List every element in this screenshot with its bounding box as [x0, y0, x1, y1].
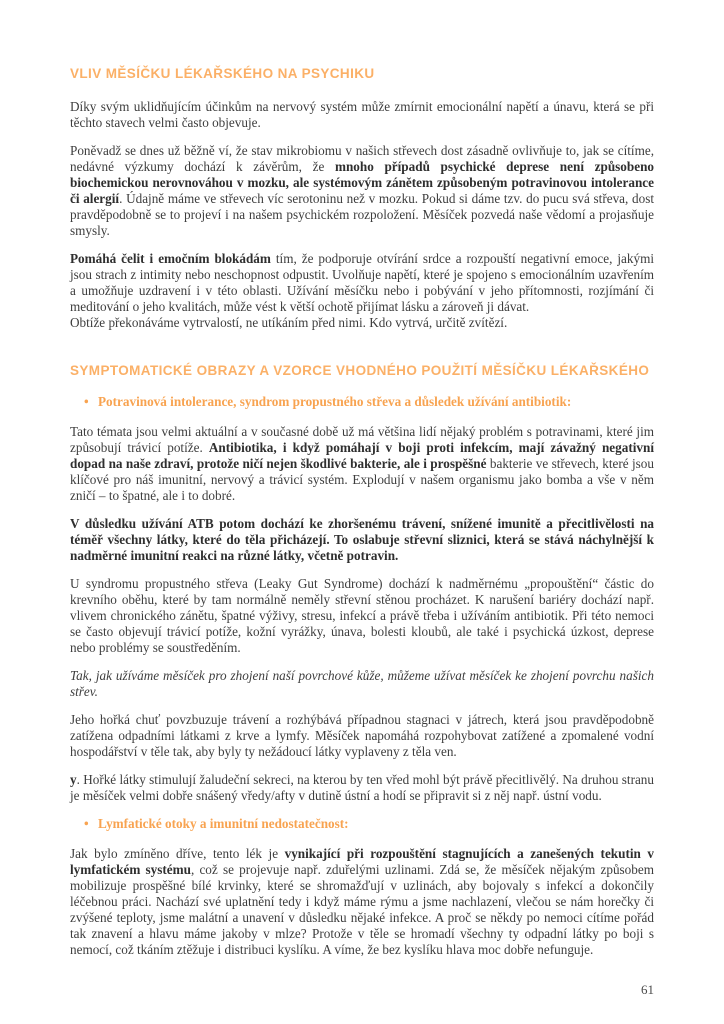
text-run: bakterie ve střevech, které jsou klíčové pro náš imunitní, nervový a trávicí systém. Explodují v našem organismu jako bomba a vše v něm zničí – to špatné, ale i to dobré. [70, 456, 654, 503]
section-heading-psychika: VLIV MĚSÍČKU LÉKAŘSKÉHO NA PSYCHIKU [70, 66, 375, 81]
page-number: 61 [641, 982, 654, 997]
text-run: , což se projevuje např. zduřelými uzlinami. Zdá se, že měsíček nějakým způsobem mobilizuje prospěšné bílé krvinky, které se shromažďují v uzlinách, aby bojovaly s infekcí a dokončily léčebnou práci. Nachází své uplatnění tedy i když máme rýmu a jsme nachlazení, vlečou se nám horečky či zvýšené teploty, jsme malátní a unavení v důsledku nějaké infekce. A proč se někdy po nemoci cítíme pořád tak znavení a hlavu máme jakoby v mlze? Protože v těle se hromadí všechny ty odpadní látky po boji s nemocí, což tkáním ztěžuje i distribuci kyslíku. A víme, že bez kyslíku hlava moc dobře nefunguje. [70, 862, 654, 957]
section-symptomaticke-obrazy [70, 363, 654, 958]
text-run: Poněvadž se dnes už běžně ví, že stav mikrobiomu v našich střevech dost zásadně ovlivňuje to, jak se cítíme, nedávné výzkumy dochází k závěrům, že [70, 143, 654, 174]
paragraph-emocni-blokady [70, 251, 654, 331]
bullet-icon: • [84, 394, 89, 409]
text-run-bold: Antibiotika, i když pomáhají v boji proti infekcím, mají závažný negativní dopad na naše zdraví, protože ničí nejen škodlivé bakterie, ale i prospěšné [70, 440, 654, 471]
section-psychika [70, 66, 654, 331]
text-run: Obtíže překonáváme vytrvalostí, ne utíkáním před nimi. Kdo vytrvá, určitě zvítězí. [70, 315, 508, 330]
section-heading-symptomaticke: SYMPTOMATICKÉ OBRAZY A VZORCE VHODNÉHO POUŽITÍ MĚSÍČKU LÉKAŘSKÉHO [70, 363, 650, 378]
bullet-item-lymfaticke [70, 816, 654, 832]
paragraph-zaludecni-sekrece [70, 772, 654, 804]
bullet-icon: • [84, 816, 89, 831]
text-run-bold: Pomáhá čelit i emočním blokádám [70, 251, 271, 266]
text-run-bold: y [70, 772, 77, 787]
text-run: . Údajně máme ve střevech víc serotoninu než v mozku. Pokud si dáme tzv. do pucu svá střeva, dost pravděpodobně se to projeví i na našem psychickém rozpoložení. Měsíček pozvedá naše vědomí a projasňuje smysly. [70, 191, 654, 238]
paragraph-leaky-gut: U syndromu propustného střeva (Leaky Gut Syndrome) dochází k nadměrnému „propouštění“ částic do krevního oběhu, které by tam normálně neměly střevní stěnou procházet. K narušení bariéry dochází např. vlivem chronického zánětu, špatné výživy, stresu, infekcí a právě třeba i užíváním antibiotik. Při této nemoci se často objevují trávicí potíže, kožní vyrážky, únava, bolesti kloubů, ale také i psychická úzkost, deprese nebo problémy se soustředěním. [70, 576, 654, 655]
paragraph-mikrobiom [70, 143, 654, 239]
bullet-item-intolerance [70, 394, 654, 410]
bullet-label: Lymfatické otoky a imunitní nedostatečnost: [98, 816, 349, 831]
text-run: tím, že podporuje otvírání srdce a rozpouští negativní emoce, jakými jsou strach z intimity nebo neschopnost odpustit. Uvolňuje napětí, které je spojeno s emocionálním uzavřením a umožňuje uzdravení i v této oblasti. Užívání měsíčku nebo i pobývání v jeho přítomnosti, rozjímání či meditování o jeho kvalitách, může vést k větší ochotě přijímat lásku a zároveň ji dávat. [70, 251, 654, 314]
bullet-label: Potravinová intolerance, syndrom propustného střeva a důsledek užívání antibiotik: [98, 394, 572, 409]
paragraph-intro: Díky svým uklidňujícím účinkům na nervový systém může zmírnit emocionální napětí a únavu, která se při těchto stavech velmi často objevuje. [70, 99, 654, 130]
paragraph-zhojeni-strev: Tak, jak užíváme měsíček pro zhojení naší povrchové kůže, můžeme užívat měsíček ke zhojení povrchu našich střev. [70, 668, 654, 699]
text-run-bold: vynikající při rozpouštění stagnujících a zanešených tekutin v lymfatickém systému [70, 846, 654, 877]
paragraph-atb-dusledek: V důsledku užívání ATB potom dochází ke zhoršenému trávení, snížené imunitě a přecitlivělosti na téměř všechny látky, které do těla přicházejí. To oslabuje střevní sliznici, která se stává náchylnější k nadměrné imunitní reakci na různé látky, včetně potravin. [70, 516, 654, 563]
text-run: Jak bylo zmíněno dříve, tento lék je [70, 846, 285, 861]
text-run: . Hořké látky stimulují žaludeční sekreci, na kterou by ten vřed mohl být právě přecitlivělý. Na druhou stranu je měsíček velmi dobře snášený vředy/afty v dutině ústní a hodí se připravit si z něj např. ústní vodu. [70, 772, 654, 803]
paragraph-lymfaticky-system [70, 846, 654, 958]
text-run-bold: mnoho případů psychické deprese není způsobeno biochemickou nerovnováhou v mozku, ale systémovým zánětem způsobeným potravinovou intolerance či alergií [70, 159, 654, 206]
paragraph-horka-chut: Jeho hořká chuť povzbuzuje trávení a rozhýbává případnou stagnaci v játrech, která jsou pravděpodobně zatížena odpadními látkami z krve a lymfy. Měsíček napomáhá rozpohybovat zatížené a zpomalené vodní hospodářství v těle tak, aby byly ty nežádoucí látky vyplaveny z těla ven. [70, 712, 654, 759]
paragraph-antibiotika [70, 424, 654, 504]
text-run: Tato témata jsou velmi aktuální a v současné době už má většina lidí nějaký problém s potravinami, které jim způsobují trávicí potíže. [70, 424, 654, 455]
